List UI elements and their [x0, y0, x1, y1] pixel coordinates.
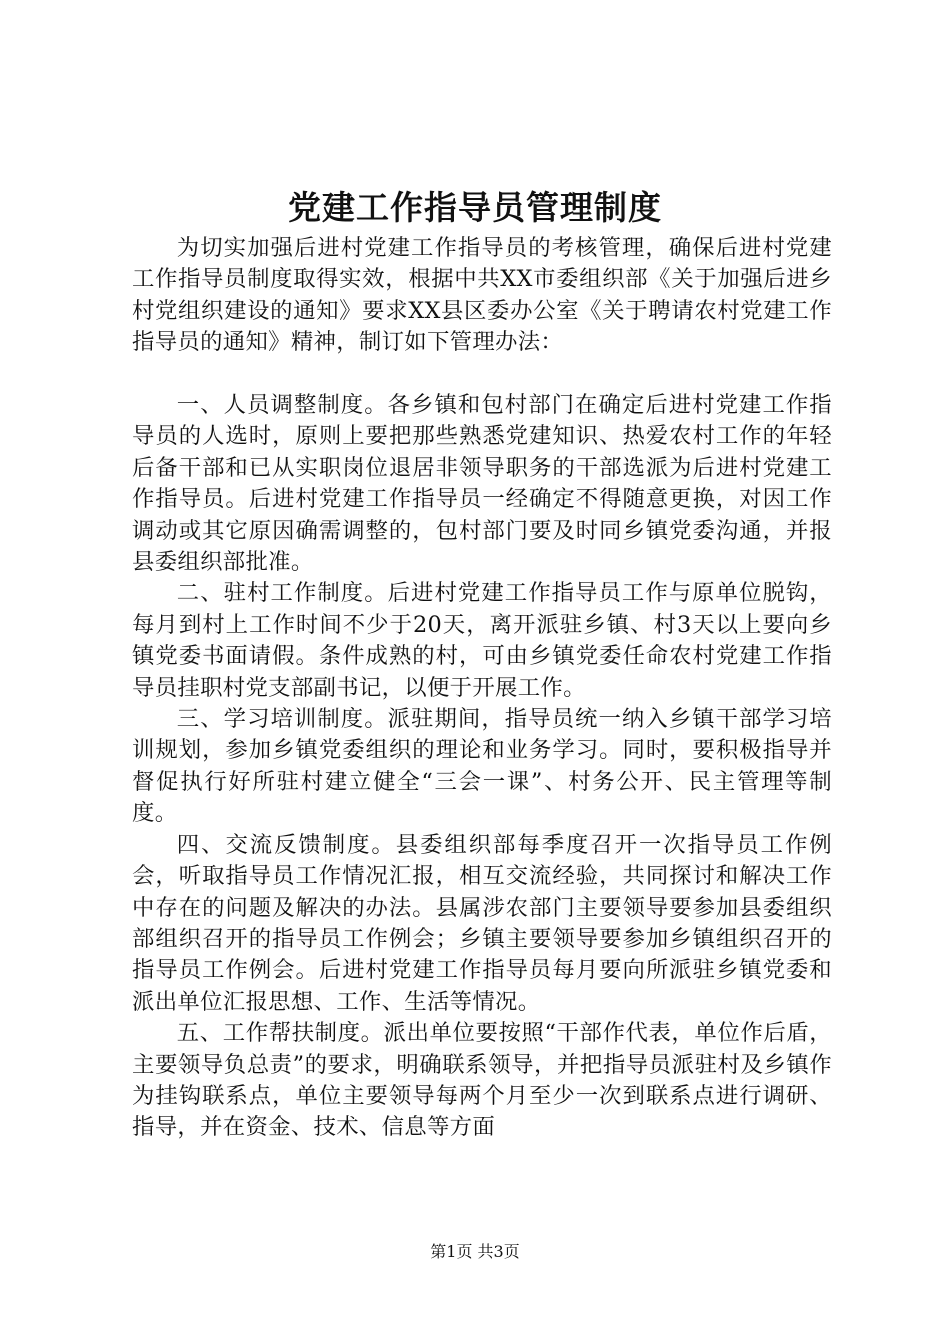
- intro-paragraph: 为切实加强后进村党建工作指导员的考核管理，确保后进村党建工作指导员制度取得实效，根据中共XX市委组织部《关于加强后进乡村党组织建设的通知》要求XX县区委办公室《关于聘请农村党建工作指导员的通知》精神，制订如下管理办法：: [132, 235, 832, 356]
- document-title: 党建工作指导员管理制度: [288, 188, 662, 227]
- page-number-footer: 第1页 共3页: [430, 1242, 520, 1261]
- document-body: [132, 233, 832, 1144]
- section-exchange-feedback: 四、交流反馈制度。县委组织部每季度召开一次指导员工作例会，听取指导员工作情况汇报，相互交流经验，共同探讨和解决工作中存在的问题及解决的办法。县属涉农部门主要领导要参加县委组织部组织召开的指导员工作例会；乡镇主要领导要参加乡镇组织召开的指导员工作例会。后进村党建工作指导员每月要向所派驻乡镇党委和派出单位汇报思想、工作、生活等情况。: [132, 831, 832, 1015]
- paragraph-spacer: [132, 359, 832, 390]
- section-village-residency: 二、驻村工作制度。后进村党建工作指导员工作与原单位脱钩，每月到村上工作时间不少于20天，离开派驻乡镇、村3天以上要向乡镇党委书面请假。条件成熟的村，可由乡镇党委任命农村党建工作指导员挂职村党支部副书记，以便于开展工作。: [132, 580, 832, 701]
- section-work-support: 五、工作帮扶制度。派出单位要按照“干部作代表，单位作后盾，主要领导负总责”的要求，明确联系领导，并把指导员派驻村及乡镇作为挂钩联系点，单位主要领导每两个月至少一次到联系点进行调研、指导，并在资金、技术、信息等方面: [132, 1020, 832, 1141]
- section-study-training: 三、学习培训制度。派驻期间，指导员统一纳入乡镇干部学习培训规划，参加乡镇党委组织的理论和业务学习。同时，要积极指导并督促执行好所驻村建立健全“三会一课”、村务公开、民主管理等制度。: [132, 706, 832, 827]
- section-personnel-adjustment: 一、人员调整制度。各乡镇和包村部门在确定后进村党建工作指导员的人选时，原则上要把那些熟悉党建知识、热爱农村工作的年轻后备干部和已从实职岗位退居非领导职务的干部选派为后进村党建工作指导员。后进村党建工作指导员一经确定不得随意更换，对因工作调动或其它原因确需调整的，包村部门要及时同乡镇党委沟通，并报县委组织部批准。: [132, 392, 832, 576]
